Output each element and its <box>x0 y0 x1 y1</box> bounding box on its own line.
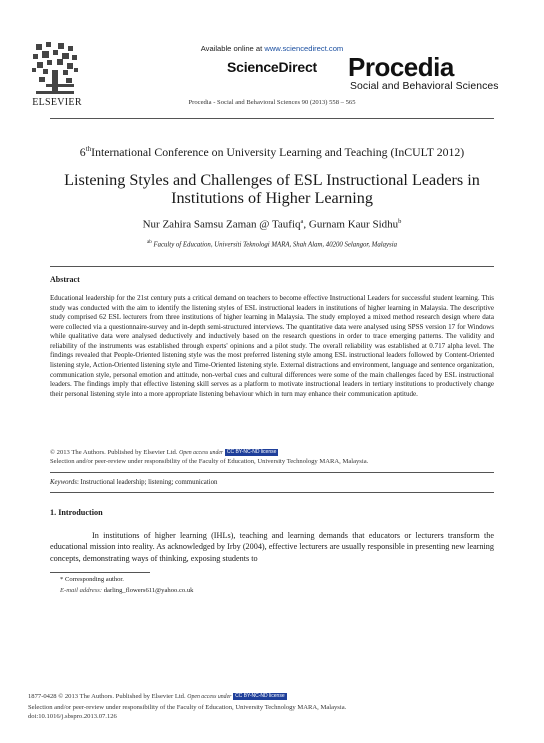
email-label: E-mail address: <box>60 587 103 594</box>
header-divider <box>50 118 494 119</box>
intro-heading: 1. Introduction <box>50 508 103 517</box>
author-separator: , <box>303 218 309 231</box>
email-note <box>60 587 193 594</box>
author-1-sup: a <box>300 218 304 225</box>
footer-copyright: 1877-0428 © 2013 The Authors. Published by Elsevier Ltd. <box>28 693 186 700</box>
abstract-top-divider <box>50 266 494 267</box>
footer-copyright-row <box>28 692 346 703</box>
footer-peer-review: Selection and/or peer-review under responsibility of the Faculty of Education, University Technology MARA, Malaysia. <box>28 703 347 711</box>
available-prefix: Available online at <box>200 44 263 53</box>
sciencedirect-link[interactable]: www.sciencedirect.com <box>264 44 344 53</box>
author-2: Gurnam Kaur Sidhu <box>308 218 399 231</box>
affiliation-sup: ab <box>147 240 152 245</box>
email-address[interactable]: darling_flowers611@yahoo.co.uk <box>103 587 194 594</box>
footer-doi[interactable]: doi:10.1016/j.sbspro.2013.07.126 <box>28 713 117 721</box>
keywords-top-divider <box>50 472 494 473</box>
conference-number: 6 <box>79 145 86 159</box>
publisher-name: ELSEVIER <box>32 97 82 108</box>
paper-title: Listening Styles and Challenges of ESL Instructional Leaders in Institutions of Higher Learning <box>64 171 480 207</box>
journal-logo-subtitle: Social and Behavioral Sciences <box>350 81 499 92</box>
tree-icon <box>30 40 80 98</box>
author-list <box>40 218 504 231</box>
conference-text: International Conference on University Learning and Teaching (InCULT 2012) <box>91 145 465 159</box>
sciencedirect-logo: ScienceDirect <box>226 59 317 75</box>
elsevier-tree-logo <box>30 40 80 100</box>
conference-ordinal: th <box>85 145 92 154</box>
corresponding-author-note: * Corresponding author. <box>60 576 124 583</box>
affiliation <box>40 240 504 248</box>
peer-review-line: Selection and/or peer-review under responsibility of the Faculty of Education, University Technology MARA, Malaysia. <box>50 458 369 465</box>
keywords-label: Keywords <box>50 479 77 486</box>
footer-license-badge[interactable]: CC BY-NC-ND license <box>235 692 285 699</box>
page-footer <box>28 692 346 722</box>
keywords <box>50 479 217 486</box>
footnote-divider <box>50 572 150 573</box>
journal-logo-title: Procedia <box>348 52 454 82</box>
abstract-heading: Abstract <box>50 275 80 284</box>
keywords-bottom-divider <box>50 492 494 493</box>
copyright-text: © 2013 The Authors. Published by Elsevier Ltd. <box>50 449 178 456</box>
open-access-label: Open access under <box>179 450 224 456</box>
copyright-line <box>50 448 278 458</box>
keywords-text: : Instructional leadership; listening; communication <box>76 479 218 486</box>
author-2-sup: b <box>398 218 402 225</box>
affiliation-text: Faculty of Education, Universiti Teknologi MARA, Shah Alam, 40200 Selangor, Malaysia <box>153 241 397 249</box>
abstract-body: Educational leadership for the 21st century puts a critical demand on teachers to become effective Instructional Leaders for successful student learning. This study was conducted with the aim to identify the listening styles of ESL instructional leaders in institutions of higher learning in Malaysia. The descriptive study comprised 62 ESL lecturers from three institutions of higher learning in Malaysia. The study employed a mixed method research design where data were collected via a questionnaire-survey and in-depth semi-structured interviews. The quantitative data were analysed using SPSS version 17 for Windows while qualitative data were analysed deductively and inductively based on the research questions in order to trace emerging patterns. The validity and reliability of the instruments was established through experts' opinions and a pilot study. The overall reliability was established at 0.717 alpha level. The findings revealed that People-Oriented listening style was the most preferred listening style among ESL instructional leaders followed by Content-Oriented listening style, Action-Oriented listening style and Time-Oriented listening style. External distractions and environment, language and sentence organization, communication style, personal emotion and attitude, non-verbal cues and cultural differences were some of the main challenges faced by ESL instructional leaders. The findings imply that effective listening skill serves as a platform to motivate instructional leaders in tertiary institutions to productively change their personal listening style into a more appropriate listening behaviour which in turn may enhance their communication aptitude. <box>50 294 494 398</box>
conference-name <box>40 145 504 160</box>
author-1: Nur Zahira Samsu Zaman @ Taufiq <box>142 218 301 231</box>
intro-body: In institutions of higher learning (IHLs), teaching and learning demands that educators or lecturers transform the educational mission into reality. As acknowledged by Irby (2004), effective lecturers are usually responsible in presenting new learning concepts, demonstrating ways of thinking, exposing students to <box>50 531 494 563</box>
footer-open-access-label: Open access under <box>187 694 232 700</box>
license-badge[interactable]: CC BY-NC-ND license <box>226 448 277 455</box>
journal-citation: Procedia - Social and Behavioral Sciences 90 (2013) 558 – 565 <box>188 99 356 106</box>
